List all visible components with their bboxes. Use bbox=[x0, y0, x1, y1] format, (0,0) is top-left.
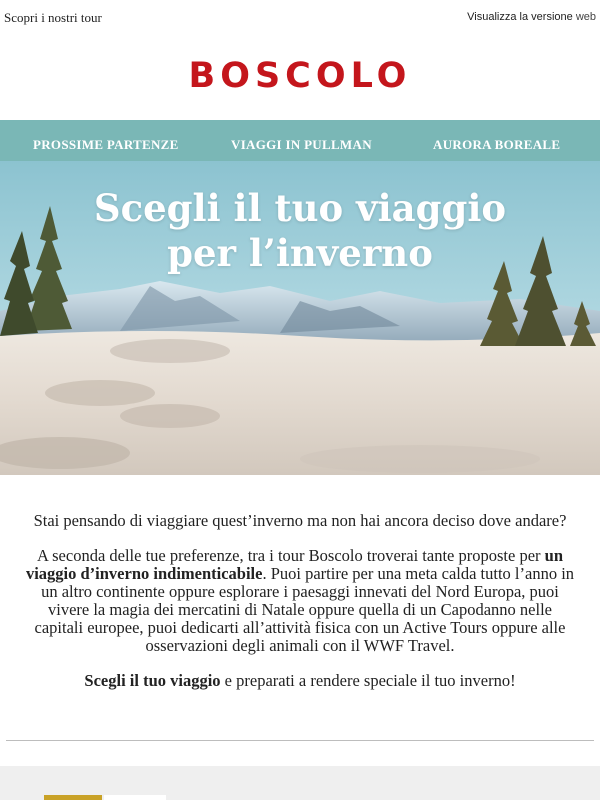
body-copy bbox=[22, 512, 578, 707]
next-section-preview bbox=[0, 766, 600, 800]
section-tag-gold bbox=[44, 795, 102, 800]
nav-item-aurora-boreale[interactable]: AURORA BOREALE bbox=[433, 137, 561, 152]
nav-item-viaggi-in-pullman[interactable]: VIAGGI IN PULLMAN bbox=[231, 137, 372, 152]
hero-title-line-2: per l’inverno bbox=[167, 231, 433, 275]
main-nav bbox=[0, 120, 600, 161]
section-tag-white bbox=[104, 795, 166, 800]
cta-paragraph bbox=[22, 672, 578, 690]
intro-paragraph: Stai pensando di viaggiare quest’inverno ma non hai ancora deciso dove andare? bbox=[33, 511, 567, 530]
top-bar bbox=[0, 0, 600, 36]
details-text-end: . Puoi partire per una meta calda tutto l’anno in un altro continente oppure esplorare i paesaggi innevati del Nord Europa, puoi vivere la magia dei mercatini di Natale oppure quella di un Capodanno nelle capitali europee, puoi dedicarti all’attività fisica con un Active Tours oppure alle osservazioni degli animali con il WWF Travel. bbox=[34, 564, 575, 655]
cta-text: e preparati a rendere speciale il tuo inverno! bbox=[220, 671, 516, 690]
view-version-label: Visualizza la versione bbox=[467, 11, 573, 23]
details-highlight: un viaggio d’inverno indimenticabile bbox=[25, 546, 563, 583]
discover-tours-link[interactable]: Scopri i nostri tour bbox=[4, 10, 102, 25]
web-version-link[interactable]: web bbox=[575, 11, 596, 23]
hero-title-line-1: Scegli il tuo viaggio bbox=[93, 186, 507, 230]
logo-text: BOSCOLO bbox=[188, 56, 412, 96]
cta-highlight: Scegli il tuo viaggio bbox=[84, 671, 221, 690]
nav-item-prossime-partenze[interactable]: PROSSIME PARTENZE bbox=[33, 137, 179, 152]
details-paragraph bbox=[22, 547, 578, 655]
details-text-start: A seconda delle tue preferenze, tra i tour Boscolo troverai tante proposte per bbox=[37, 546, 541, 565]
boscolo-logo[interactable] bbox=[0, 56, 600, 96]
hero-banner[interactable] bbox=[0, 161, 600, 475]
divider bbox=[6, 740, 594, 741]
hero-title bbox=[0, 186, 600, 276]
view-online-text bbox=[467, 11, 596, 23]
